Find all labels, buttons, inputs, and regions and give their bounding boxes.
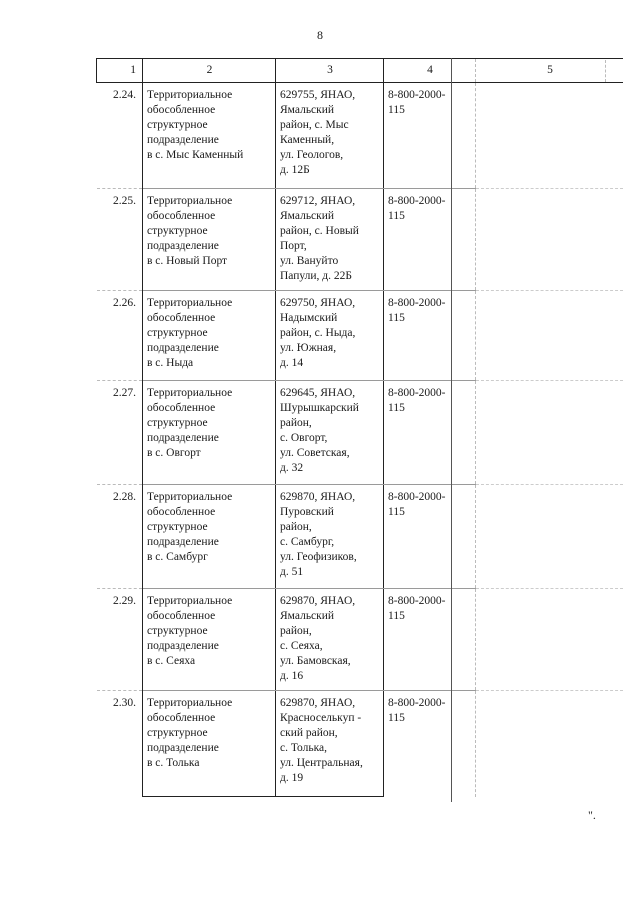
subdivision-name-line: структурное bbox=[147, 119, 208, 131]
subdivision-name-line: в с. Овгорт bbox=[147, 447, 201, 459]
row-number: 2.26. bbox=[97, 291, 143, 381]
subdivision-name-line: обособленное bbox=[147, 402, 216, 414]
subdivision-name-line: структурное bbox=[147, 727, 208, 739]
header-col-3: 3 bbox=[276, 59, 384, 83]
table-header-row bbox=[97, 59, 624, 83]
row-number: 2.30. bbox=[97, 691, 143, 797]
subdivision-name-line: обособленное bbox=[147, 712, 216, 724]
postal-address-line: д. 32 bbox=[280, 462, 304, 474]
phone-number-line: 115 bbox=[388, 506, 405, 518]
subdivision-name-line: обособленное bbox=[147, 104, 216, 116]
row-number: 2.29. bbox=[97, 589, 143, 691]
empty-cell bbox=[476, 589, 624, 691]
row-number: 2.27. bbox=[97, 381, 143, 485]
subdivision-name bbox=[143, 485, 276, 589]
subdivision-name-line: в с. Самбург bbox=[147, 551, 208, 563]
phone-number-line: 115 bbox=[388, 712, 405, 724]
subdivision-name-line: структурное bbox=[147, 327, 208, 339]
postal-address-line: д. 12Б bbox=[280, 164, 310, 176]
right-edge-border bbox=[605, 60, 606, 82]
phone-number-line: 8-800-2000- bbox=[388, 89, 446, 101]
empty-cell bbox=[476, 485, 624, 589]
phone-number-line: 8-800-2000- bbox=[388, 491, 446, 503]
postal-address-line: ул. Бамовская, bbox=[280, 655, 351, 667]
phone-number-line: 8-800-2000- bbox=[388, 297, 446, 309]
subdivision-name-line: подразделение bbox=[147, 742, 219, 754]
subdivision-name-line: обособленное bbox=[147, 610, 216, 622]
subdivision-name-line: структурное bbox=[147, 225, 208, 237]
postal-address bbox=[276, 589, 384, 691]
subdivision-name-line: структурное bbox=[147, 417, 208, 429]
postal-address-line: ул. Геофизиков, bbox=[280, 551, 357, 563]
phone-number bbox=[384, 291, 476, 381]
postal-address-line: район, bbox=[280, 417, 312, 429]
subdivision-name-line: в с. Мыс Каменный bbox=[147, 149, 244, 161]
postal-address-line: Папули, д. 22Б bbox=[280, 270, 353, 282]
table-row bbox=[97, 83, 624, 189]
phone-number-line: 8-800-2000- bbox=[388, 697, 446, 709]
postal-address-line: 629870, ЯНАО, bbox=[280, 595, 356, 607]
table-row bbox=[97, 485, 624, 589]
postal-address-line: Шурышкарский bbox=[280, 402, 359, 414]
subdivision-name-line: структурное bbox=[147, 625, 208, 637]
row-number: 2.28. bbox=[97, 485, 143, 589]
postal-address-line: район, bbox=[280, 625, 312, 637]
subdivision-name-line: в с. Толька bbox=[147, 757, 200, 769]
postal-address-line: ул. Советская, bbox=[280, 447, 350, 459]
postal-address-line: ул. Вануйто bbox=[280, 255, 339, 267]
postal-address-line: с. Самбург, bbox=[280, 536, 335, 548]
table-row bbox=[97, 291, 624, 381]
postal-address-line: ский район, bbox=[280, 727, 338, 739]
closing-quote: ". bbox=[588, 808, 596, 822]
subdivision-name-line: в с. Ныда bbox=[147, 357, 194, 369]
postal-address bbox=[276, 83, 384, 189]
postal-address-line: ул. Южная, bbox=[280, 342, 337, 354]
subdivision-name-line: Территориальное bbox=[147, 697, 233, 709]
postal-address-line: район, bbox=[280, 521, 312, 533]
postal-address-line: с. Овгорт, bbox=[280, 432, 328, 444]
postal-address-line: Ямальский bbox=[280, 104, 335, 116]
postal-address-line: Ямальский bbox=[280, 210, 335, 222]
postal-address-line: район, с. Ныда, bbox=[280, 327, 356, 339]
phone-number bbox=[384, 589, 476, 691]
institutions-table bbox=[96, 58, 623, 797]
phone-number-line: 115 bbox=[388, 104, 405, 116]
postal-address bbox=[276, 189, 384, 291]
header-col-4: 4 bbox=[384, 59, 476, 83]
subdivision-name-line: обособленное bbox=[147, 506, 216, 518]
postal-address-line: д. 16 bbox=[280, 670, 304, 682]
header-col-1: 1 bbox=[97, 59, 143, 83]
table-row bbox=[97, 189, 624, 291]
postal-address-line: с. Сеяха, bbox=[280, 640, 323, 652]
subdivision-name-line: подразделение bbox=[147, 342, 219, 354]
postal-address bbox=[276, 381, 384, 485]
postal-address-line: Ямальский bbox=[280, 610, 335, 622]
postal-address-line: Порт, bbox=[280, 240, 307, 252]
phone-number-line: 115 bbox=[388, 402, 405, 414]
postal-address-line: Красноселькуп - bbox=[280, 712, 362, 724]
phone-number bbox=[384, 189, 476, 291]
postal-address-line: район, с. Мыс bbox=[280, 119, 349, 131]
postal-address-line: д. 19 bbox=[280, 772, 304, 784]
table-row bbox=[97, 691, 624, 797]
postal-address-line: д. 14 bbox=[280, 357, 304, 369]
phone-number-line: 115 bbox=[388, 210, 405, 222]
postal-address-line: Надымский bbox=[280, 312, 338, 324]
empty-cell bbox=[476, 381, 624, 485]
row-number: 2.24. bbox=[97, 83, 143, 189]
page-number: 8 bbox=[317, 28, 323, 42]
subdivision-name-line: подразделение bbox=[147, 134, 219, 146]
postal-address-line: 629712, ЯНАО, bbox=[280, 195, 356, 207]
header-col-2: 2 bbox=[143, 59, 276, 83]
postal-address-line: Каменный, bbox=[280, 134, 335, 146]
postal-address-line: 629870, ЯНАО, bbox=[280, 491, 356, 503]
postal-address-line: Пуровский bbox=[280, 506, 334, 518]
subdivision-name-line: Территориальное bbox=[147, 89, 233, 101]
subdivision-name-line: в с. Новый Порт bbox=[147, 255, 228, 267]
postal-address-line: район, с. Новый bbox=[280, 225, 359, 237]
row-number: 2.25. bbox=[97, 189, 143, 291]
table-row bbox=[97, 381, 624, 485]
subdivision-name-line: Территориальное bbox=[147, 297, 233, 309]
phone-number-line: 8-800-2000- bbox=[388, 387, 446, 399]
postal-address-line: д. 51 bbox=[280, 566, 304, 578]
empty-cell bbox=[476, 291, 624, 381]
phone-number-line: 8-800-2000- bbox=[388, 595, 446, 607]
subdivision-name-line: подразделение bbox=[147, 432, 219, 444]
postal-address bbox=[276, 485, 384, 589]
postal-address-line: с. Толька, bbox=[280, 742, 327, 754]
postal-address-line: 629645, ЯНАО, bbox=[280, 387, 356, 399]
phone-number bbox=[384, 691, 476, 797]
column-5-border bbox=[451, 58, 452, 802]
subdivision-name-line: Территориальное bbox=[147, 195, 233, 207]
subdivision-name bbox=[143, 291, 276, 381]
subdivision-name-line: подразделение bbox=[147, 240, 219, 252]
empty-cell bbox=[476, 83, 624, 189]
subdivision-name bbox=[143, 589, 276, 691]
phone-number-line: 115 bbox=[388, 610, 405, 622]
subdivision-name bbox=[143, 189, 276, 291]
subdivision-name bbox=[143, 381, 276, 485]
subdivision-name-line: Территориальное bbox=[147, 595, 233, 607]
postal-address-line: ул. Центральная, bbox=[280, 757, 363, 769]
phone-number bbox=[384, 485, 476, 589]
phone-number bbox=[384, 381, 476, 485]
subdivision-name bbox=[143, 691, 276, 797]
empty-cell bbox=[476, 189, 624, 291]
postal-address bbox=[276, 691, 384, 797]
phone-number bbox=[384, 83, 476, 189]
phone-number-line: 115 bbox=[388, 312, 405, 324]
postal-address-line: 629750, ЯНАО, bbox=[280, 297, 356, 309]
postal-address-line: 629870, ЯНАО, bbox=[280, 697, 356, 709]
postal-address bbox=[276, 291, 384, 381]
subdivision-name-line: структурное bbox=[147, 521, 208, 533]
empty-cell bbox=[476, 691, 624, 797]
phone-number-line: 8-800-2000- bbox=[388, 195, 446, 207]
subdivision-name-line: в с. Сеяха bbox=[147, 655, 196, 667]
subdivision-name-line: обособленное bbox=[147, 210, 216, 222]
subdivision-name-line: Территориальное bbox=[147, 491, 233, 503]
postal-address-line: ул. Геологов, bbox=[280, 149, 344, 161]
subdivision-name bbox=[143, 83, 276, 189]
subdivision-name-line: Территориальное bbox=[147, 387, 233, 399]
table-row bbox=[97, 589, 624, 691]
subdivision-name-line: подразделение bbox=[147, 536, 219, 548]
table-body bbox=[97, 83, 624, 797]
header-col-5: 5 bbox=[476, 59, 624, 83]
postal-address-line: 629755, ЯНАО, bbox=[280, 89, 356, 101]
subdivision-name-line: обособленное bbox=[147, 312, 216, 324]
subdivision-name-line: подразделение bbox=[147, 640, 219, 652]
